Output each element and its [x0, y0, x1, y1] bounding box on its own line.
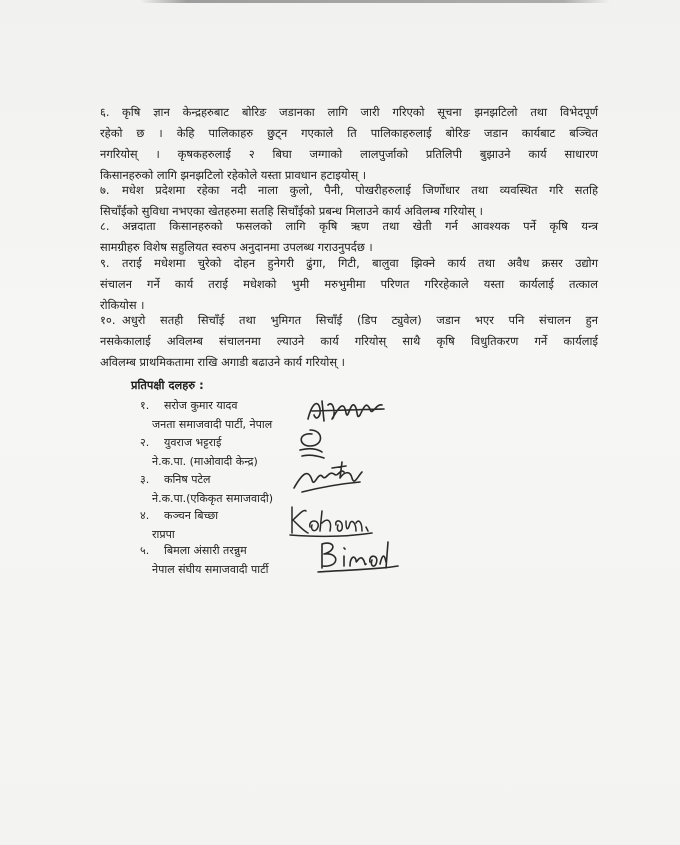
member-party: राप्रपा	[152, 528, 175, 541]
signature-3-icon	[288, 458, 368, 498]
item-line: नगरियोस् । कृषकहरुलाई २ बिघा जग्गाको लालपुर्जाको प्रतिलिपी बुझाउने कार्य साधारण	[100, 147, 598, 161]
top-edge-shadow	[140, 0, 610, 3]
list-item-6	[100, 102, 598, 186]
member-1	[140, 396, 272, 434]
member-4	[140, 506, 218, 544]
signature-4-icon	[286, 503, 378, 539]
member-name: कञ्चन बिच्छा	[164, 509, 219, 522]
item-number: ६.	[100, 105, 110, 119]
signature-4-text: Kcham	[286, 503, 290, 504]
member-number: २.	[140, 436, 150, 449]
item-number: १०.	[100, 313, 116, 327]
member-3	[140, 470, 273, 508]
item-line: अधुरो सतही सिचाँई तथा भुमिगत सिचाँई (डिप ट्युवेल) जडान भएर पनि संचालन हुन	[122, 313, 598, 327]
list-item-10	[100, 310, 598, 373]
member-party: जनता समाजवादी पार्टी, नेपाल	[152, 418, 273, 431]
item-line: कृषि ज्ञान केन्द्रहरुबाट बोरिङ जडानका लागि जारी गरिएको सूचना झनझटिलो तथा विभेदपूर्ण	[122, 105, 598, 119]
item-line: किसानहरुको लागि झनझटिलो रहेकोले यस्ता प्रावधान हटाइयोस् ।	[100, 168, 367, 182]
list-item-8	[100, 216, 598, 258]
item-line: तराई मधेशमा चुरेको दोहन हुनेगरी ढुंगा, गिटी, बालुवा झिक्ने कार्य तथा अवैध क्रसर उद्योग	[122, 256, 598, 270]
list-item-9	[100, 253, 598, 316]
item-line: रोकियोस ।	[100, 298, 145, 312]
member-number: ४.	[140, 509, 150, 522]
member-name: कनिष पटेल	[164, 473, 211, 486]
member-party: ने.क.पा. (माओवादी केन्द्र)	[152, 455, 258, 468]
item-line: मधेश प्रदेशमा रहेका नदी नाला कुलो, पैनी, पोखरीहरुलाई जिर्णोधार तथा व्यवस्थित गरि सतहि	[122, 183, 598, 197]
signature-5-text: Bimal	[314, 536, 317, 537]
opposition-heading: प्रतिपक्षी दलहरु :	[131, 378, 204, 392]
member-party: नेपाल संघीय समाजवादी पार्टी	[152, 563, 269, 576]
member-2	[140, 433, 258, 471]
item-number: ९.	[100, 256, 110, 270]
signature-1-icon	[304, 395, 390, 427]
item-line: सिचाँईको सुविधा नभएका खेतहरुमा सतहि सिचाँईको प्रबन्ध मिलाउने कार्य अविलम्ब गरियोस् ।	[100, 204, 483, 218]
member-name: सरोज कुमार यादव	[164, 399, 238, 412]
member-number: ३.	[140, 473, 150, 486]
member-name: बिमला अंसारी तरन्नुम	[164, 544, 247, 557]
member-5	[140, 541, 269, 579]
item-line: अन्नदाता किसानहरुको फसलको लागि कृषि ऋण तथा खेती गर्न आवश्यक पर्ने कृषि यन्त्र	[122, 219, 598, 233]
signature-5-icon	[314, 536, 404, 576]
signature-2-icon	[290, 426, 330, 462]
item-line: सामग्रीहरु विशेष सहुलियत स्वरुप अनुदानमा उपलब्ध गराउनुपर्दछ ।	[100, 240, 373, 254]
item-line: नसकेकालाई अविलम्ब संचालनमा ल्याउने कार्य गरियोस् साथै कृषि विधुतिकरण गर्ने कार्यलाई	[100, 334, 598, 348]
member-party: ने.क.पा.(एकिकृत समाजवादी)	[152, 492, 273, 505]
member-name: युवराज भट्टराई	[164, 436, 222, 449]
item-line: रहेको छ । केहि पालिकाहरु छुट्न गएकाले ति पालिकाहरुलाई बोरिङ जडान कार्यबाट बञ्चित	[100, 126, 598, 140]
member-number: १.	[140, 399, 150, 412]
item-line: संचालन गर्ने कार्य तराई मधेशको भुमी मरुभुमीमा परिणत गरिरहेकाले यस्ता कार्यलाई तत्काल	[100, 277, 598, 291]
item-number: ७.	[100, 183, 110, 197]
member-number: ५.	[140, 544, 150, 557]
item-number: ८.	[100, 219, 110, 233]
item-line: अविलम्ब प्राथमिकतामा राखि अगाडी बढाउने कार्य गरियोस् ।	[100, 355, 346, 369]
